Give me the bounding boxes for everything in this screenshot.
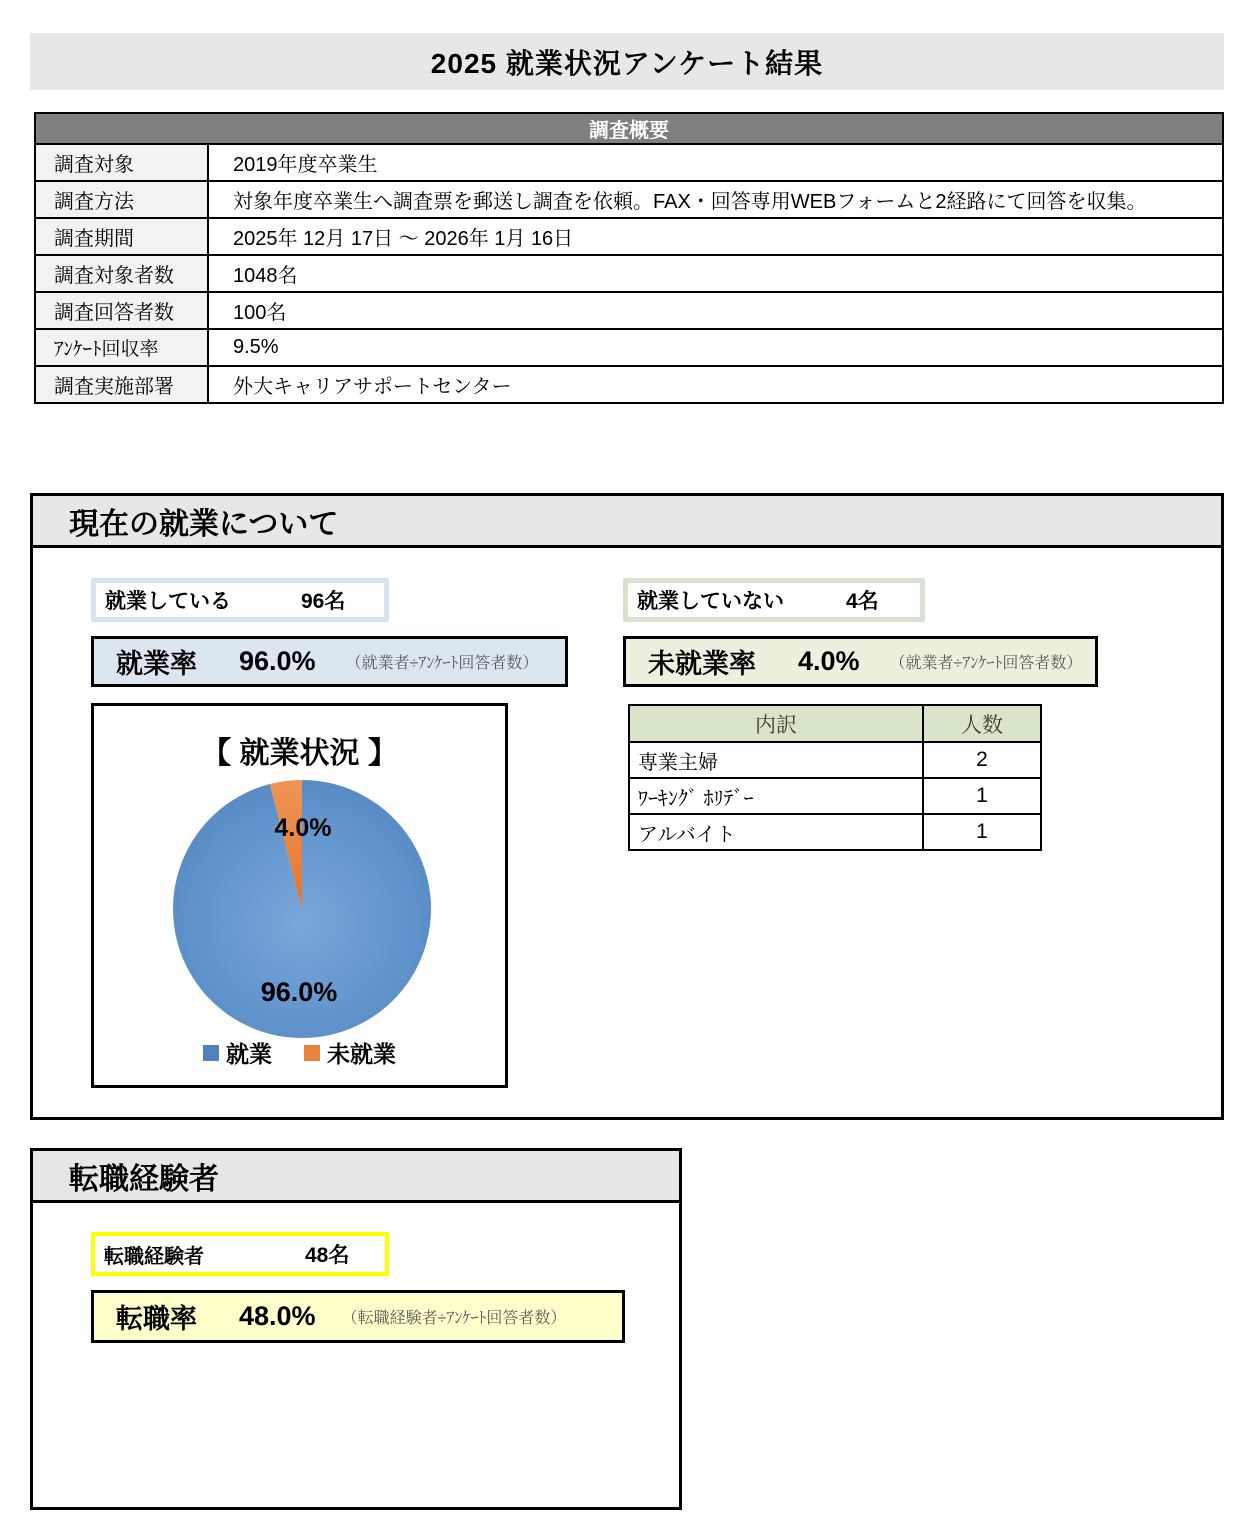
- employed-count-box: [91, 578, 389, 622]
- breakdown-item: ﾜｰｷﾝｸﾞ ﾎﾘﾃﾞｰ: [629, 778, 923, 814]
- breakdown-header: 内訳: [629, 705, 923, 742]
- pie-chart-title: 【 就業状況 】: [201, 737, 398, 770]
- row-label: 調査対象者数: [35, 255, 208, 292]
- table-row: [35, 181, 1223, 218]
- unemployed-count-box: [623, 578, 925, 622]
- row-value: 対象年度卒業生へ調査票を郵送し調査を依頼。FAX・回答専用WEBフォームと2経路にて回答を収集。: [208, 181, 1223, 218]
- row-value: 9.5%: [208, 329, 1223, 366]
- table-row: [35, 329, 1223, 366]
- employment-section: [30, 493, 1224, 1120]
- table-header-row: [629, 705, 1041, 742]
- career-change-rate-value: 48.0%: [239, 1301, 316, 1331]
- breakdown-count: 1: [923, 778, 1041, 814]
- legend-label-unemployed: 未就業: [327, 1041, 396, 1067]
- career-section-title: 転職経験者: [33, 1151, 679, 1203]
- breakdown-count: 2: [923, 742, 1041, 778]
- unemployment-rate-value: 4.0%: [798, 646, 860, 676]
- unemployed-count: 4名: [846, 590, 879, 613]
- unemployed-label: 就業していない: [637, 590, 784, 613]
- unemployment-rate-note: （就業者÷ｱﾝｹｰﾄ回答者数）: [889, 655, 1083, 672]
- survey-table-header: 調査概要: [35, 113, 1223, 144]
- legend-item-employed: [203, 1036, 272, 1069]
- legend-label-employed: 就業: [226, 1041, 272, 1067]
- row-label: 調査方法: [35, 181, 208, 218]
- row-value: 2019年度卒業生: [208, 144, 1223, 181]
- table-row: [35, 292, 1223, 329]
- row-label: 調査対象: [35, 144, 208, 181]
- table-row: [629, 814, 1041, 850]
- legend-item-unemployed: [304, 1036, 396, 1069]
- row-value: 2025年 12月 17日 ～ 2026年 1月 16日: [208, 218, 1223, 255]
- unemployment-rate-label: 未就業率: [648, 649, 756, 679]
- career-changer-label: 転職経験者: [104, 1245, 204, 1268]
- employment-pie-chart: [91, 703, 508, 1088]
- row-value: 1048名: [208, 255, 1223, 292]
- table-row: [35, 366, 1223, 403]
- table-row: [629, 742, 1041, 778]
- table-row: [629, 778, 1041, 814]
- career-change-section: [30, 1148, 682, 1510]
- career-change-rate-note: （転職経験者÷ｱﾝｹｰﾄ回答者数）: [341, 1310, 567, 1327]
- row-label: 調査回答者数: [35, 292, 208, 329]
- pie-chart-svg: [94, 706, 505, 1085]
- table-row: [35, 144, 1223, 181]
- pie-label-unemployed: 4.0%: [274, 814, 332, 842]
- row-label: ｱﾝｹｰﾄ回収率: [35, 329, 208, 366]
- pie-legend: [94, 1036, 505, 1069]
- career-changer-count: 48名: [305, 1244, 350, 1267]
- employed-count: 96名: [301, 590, 346, 613]
- row-label: 調査期間: [35, 218, 208, 255]
- table-row: [35, 218, 1223, 255]
- breakdown-count: 1: [923, 814, 1041, 850]
- row-value: 外大キャリアサポートセンター: [208, 366, 1223, 403]
- unemployed-breakdown-table: [628, 704, 1042, 851]
- employment-rate-value: 96.0%: [239, 646, 316, 676]
- employment-rate-note: （就業者÷ｱﾝｹｰﾄ回答者数）: [345, 655, 539, 672]
- row-value: 100名: [208, 292, 1223, 329]
- employed-label: 就業している: [105, 590, 231, 613]
- unemployment-rate-box: [623, 636, 1098, 687]
- count-header: 人数: [923, 705, 1041, 742]
- career-change-rate-label: 転職率: [116, 1304, 197, 1334]
- pie-label-employed: 96.0%: [260, 977, 338, 1007]
- legend-swatch-unemployed-icon: [304, 1045, 320, 1061]
- breakdown-item: 専業主婦: [629, 742, 923, 778]
- breakdown-item: アルバイト: [629, 814, 923, 850]
- survey-overview-table: [34, 112, 1224, 404]
- employment-rate-label: 就業率: [116, 649, 197, 679]
- employment-rate-box: [91, 636, 568, 687]
- legend-swatch-employed-icon: [203, 1045, 219, 1061]
- career-change-rate-box: [91, 1290, 625, 1343]
- row-label: 調査実施部署: [35, 366, 208, 403]
- career-changer-count-box: [91, 1232, 389, 1276]
- employment-section-title: 現在の就業について: [33, 496, 1221, 548]
- page-title: 2025 就業状況アンケート結果: [30, 33, 1224, 90]
- table-row: [35, 255, 1223, 292]
